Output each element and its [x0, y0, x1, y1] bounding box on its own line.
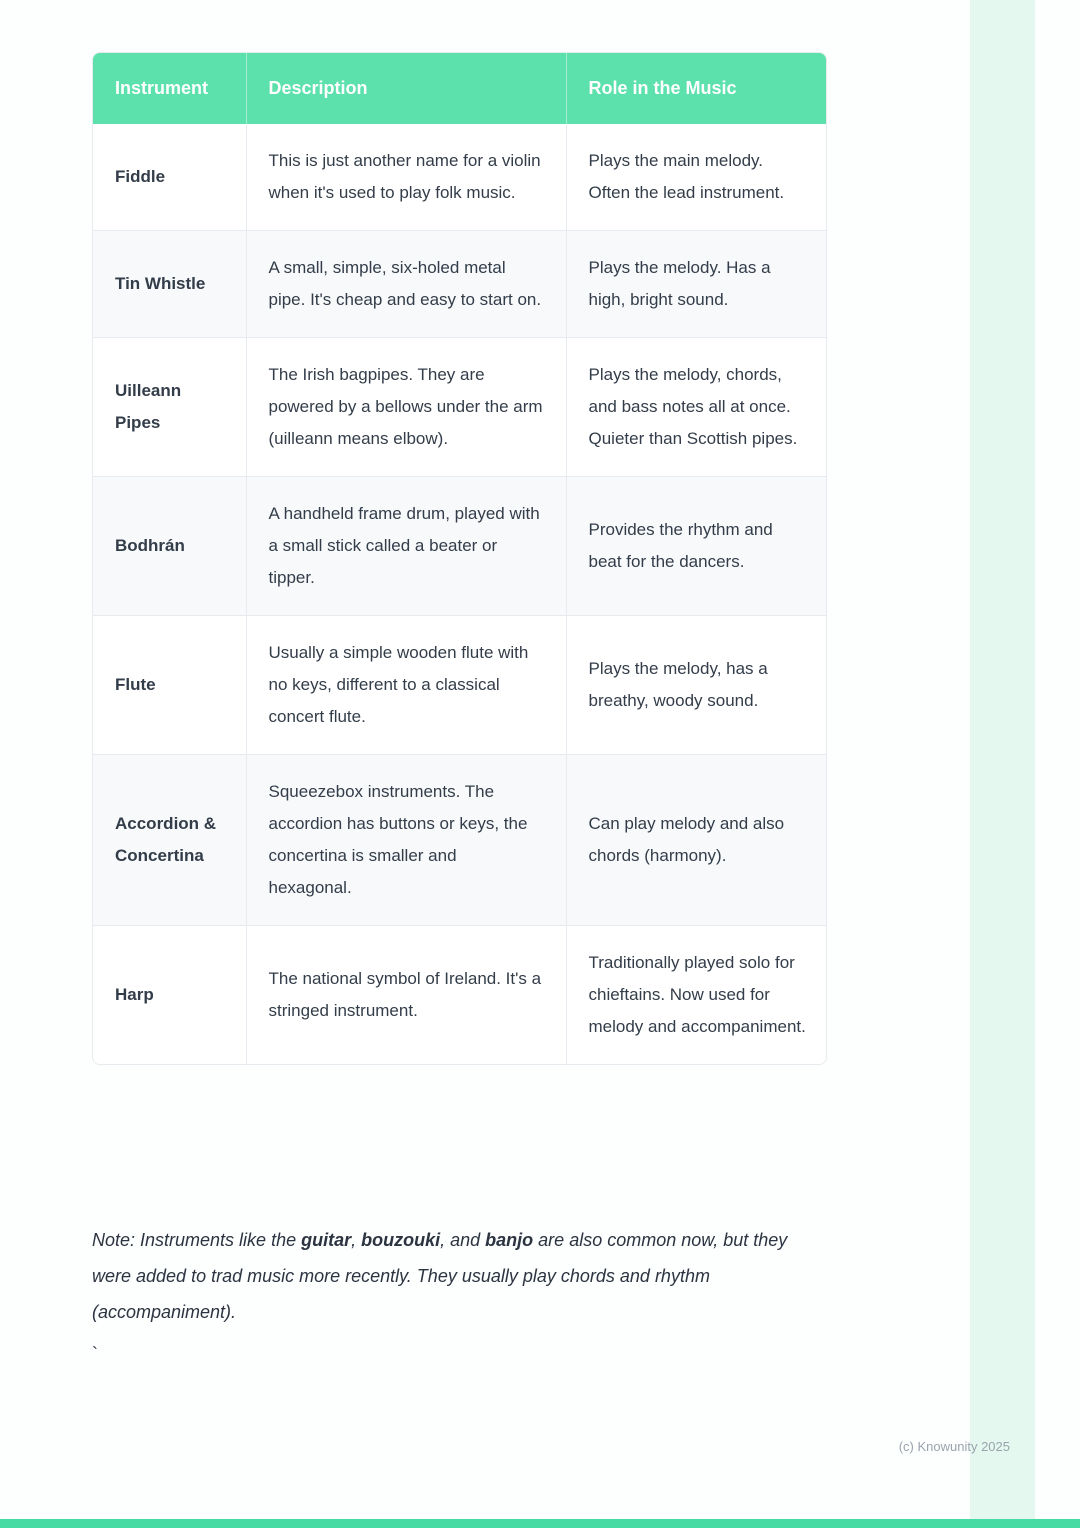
- cell-description: A handheld frame drum, played with a small stick called a beater or tipper.: [246, 477, 566, 616]
- table-header-row: [93, 53, 827, 124]
- bottom-accent-bar: [0, 1519, 1080, 1528]
- cell-description: The Irish bagpipes. They are powered by a bellows under the arm (uilleann means elbow).: [246, 338, 566, 477]
- cell-instrument: Accordion & Concertina: [93, 755, 246, 926]
- note-bold-term-bouzouki: bouzouki: [361, 1230, 441, 1250]
- table-row-harp: [93, 926, 827, 1065]
- cell-role: Traditionally played solo for chieftains. Now used for melody and accompaniment.: [566, 926, 827, 1065]
- cell-description: The national symbol of Ireland. It's a stringed instrument.: [246, 926, 566, 1065]
- instruments-table: [93, 53, 827, 1064]
- cell-instrument: Harp: [93, 926, 246, 1065]
- cell-role: Provides the rhythm and beat for the dancers.: [566, 477, 827, 616]
- table-row-accordion-concertina: [93, 755, 827, 926]
- note-text: , and: [440, 1230, 486, 1250]
- note-text: are also common now, but they were added to trad music more recently. They usually play chords and rhythm (accompaniment).: [92, 1230, 788, 1322]
- note-bold-term-banjo: banjo: [485, 1230, 534, 1250]
- column-header-instrument: Instrument: [93, 53, 246, 124]
- column-header-role: Role in the Music: [566, 53, 827, 124]
- cell-description: Squeezebox instruments. The accordion has buttons or keys, the concertina is smaller and hexagonal.: [246, 755, 566, 926]
- right-margin-strip: [970, 0, 1035, 1528]
- cell-description: Usually a simple wooden flute with no keys, different to a classical concert flute.: [246, 616, 566, 755]
- cell-role: Plays the main melody. Often the lead instrument.: [566, 124, 827, 231]
- cell-instrument: Flute: [93, 616, 246, 755]
- note-paragraph: [92, 1222, 827, 1330]
- cell-instrument: Bodhrán: [93, 477, 246, 616]
- note-text: ,: [351, 1230, 362, 1250]
- table-row-bodhran: [93, 477, 827, 616]
- table-row-flute: [93, 616, 827, 755]
- note-bold-term-guitar: guitar: [301, 1230, 352, 1250]
- cell-instrument: Uilleann Pipes: [93, 338, 246, 477]
- instruments-table-container: [92, 52, 827, 1065]
- cell-instrument: Tin Whistle: [93, 231, 246, 338]
- column-header-description: Description: [246, 53, 566, 124]
- note-text: Note: Instruments like the: [92, 1230, 302, 1250]
- copyright-footer: (c) Knowunity 2025: [898, 1439, 1010, 1454]
- cell-role: Plays the melody. Has a high, bright sound.: [566, 231, 827, 338]
- table-row-uilleann-pipes: [93, 338, 827, 477]
- cell-description: A small, simple, six-holed metal pipe. It's cheap and easy to start on.: [246, 231, 566, 338]
- table-row-tin-whistle: [93, 231, 827, 338]
- cell-role: Plays the melody, chords, and bass notes all at once. Quieter than Scottish pipes.: [566, 338, 827, 477]
- table-row-fiddle: [93, 124, 827, 231]
- cell-role: Plays the melody, has a breathy, woody sound.: [566, 616, 827, 755]
- cell-description: This is just another name for a violin when it's used to play folk music.: [246, 124, 566, 231]
- stray-backtick-character: `: [92, 1344, 98, 1364]
- cell-instrument: Fiddle: [93, 124, 246, 231]
- cell-role: Can play melody and also chords (harmony).: [566, 755, 827, 926]
